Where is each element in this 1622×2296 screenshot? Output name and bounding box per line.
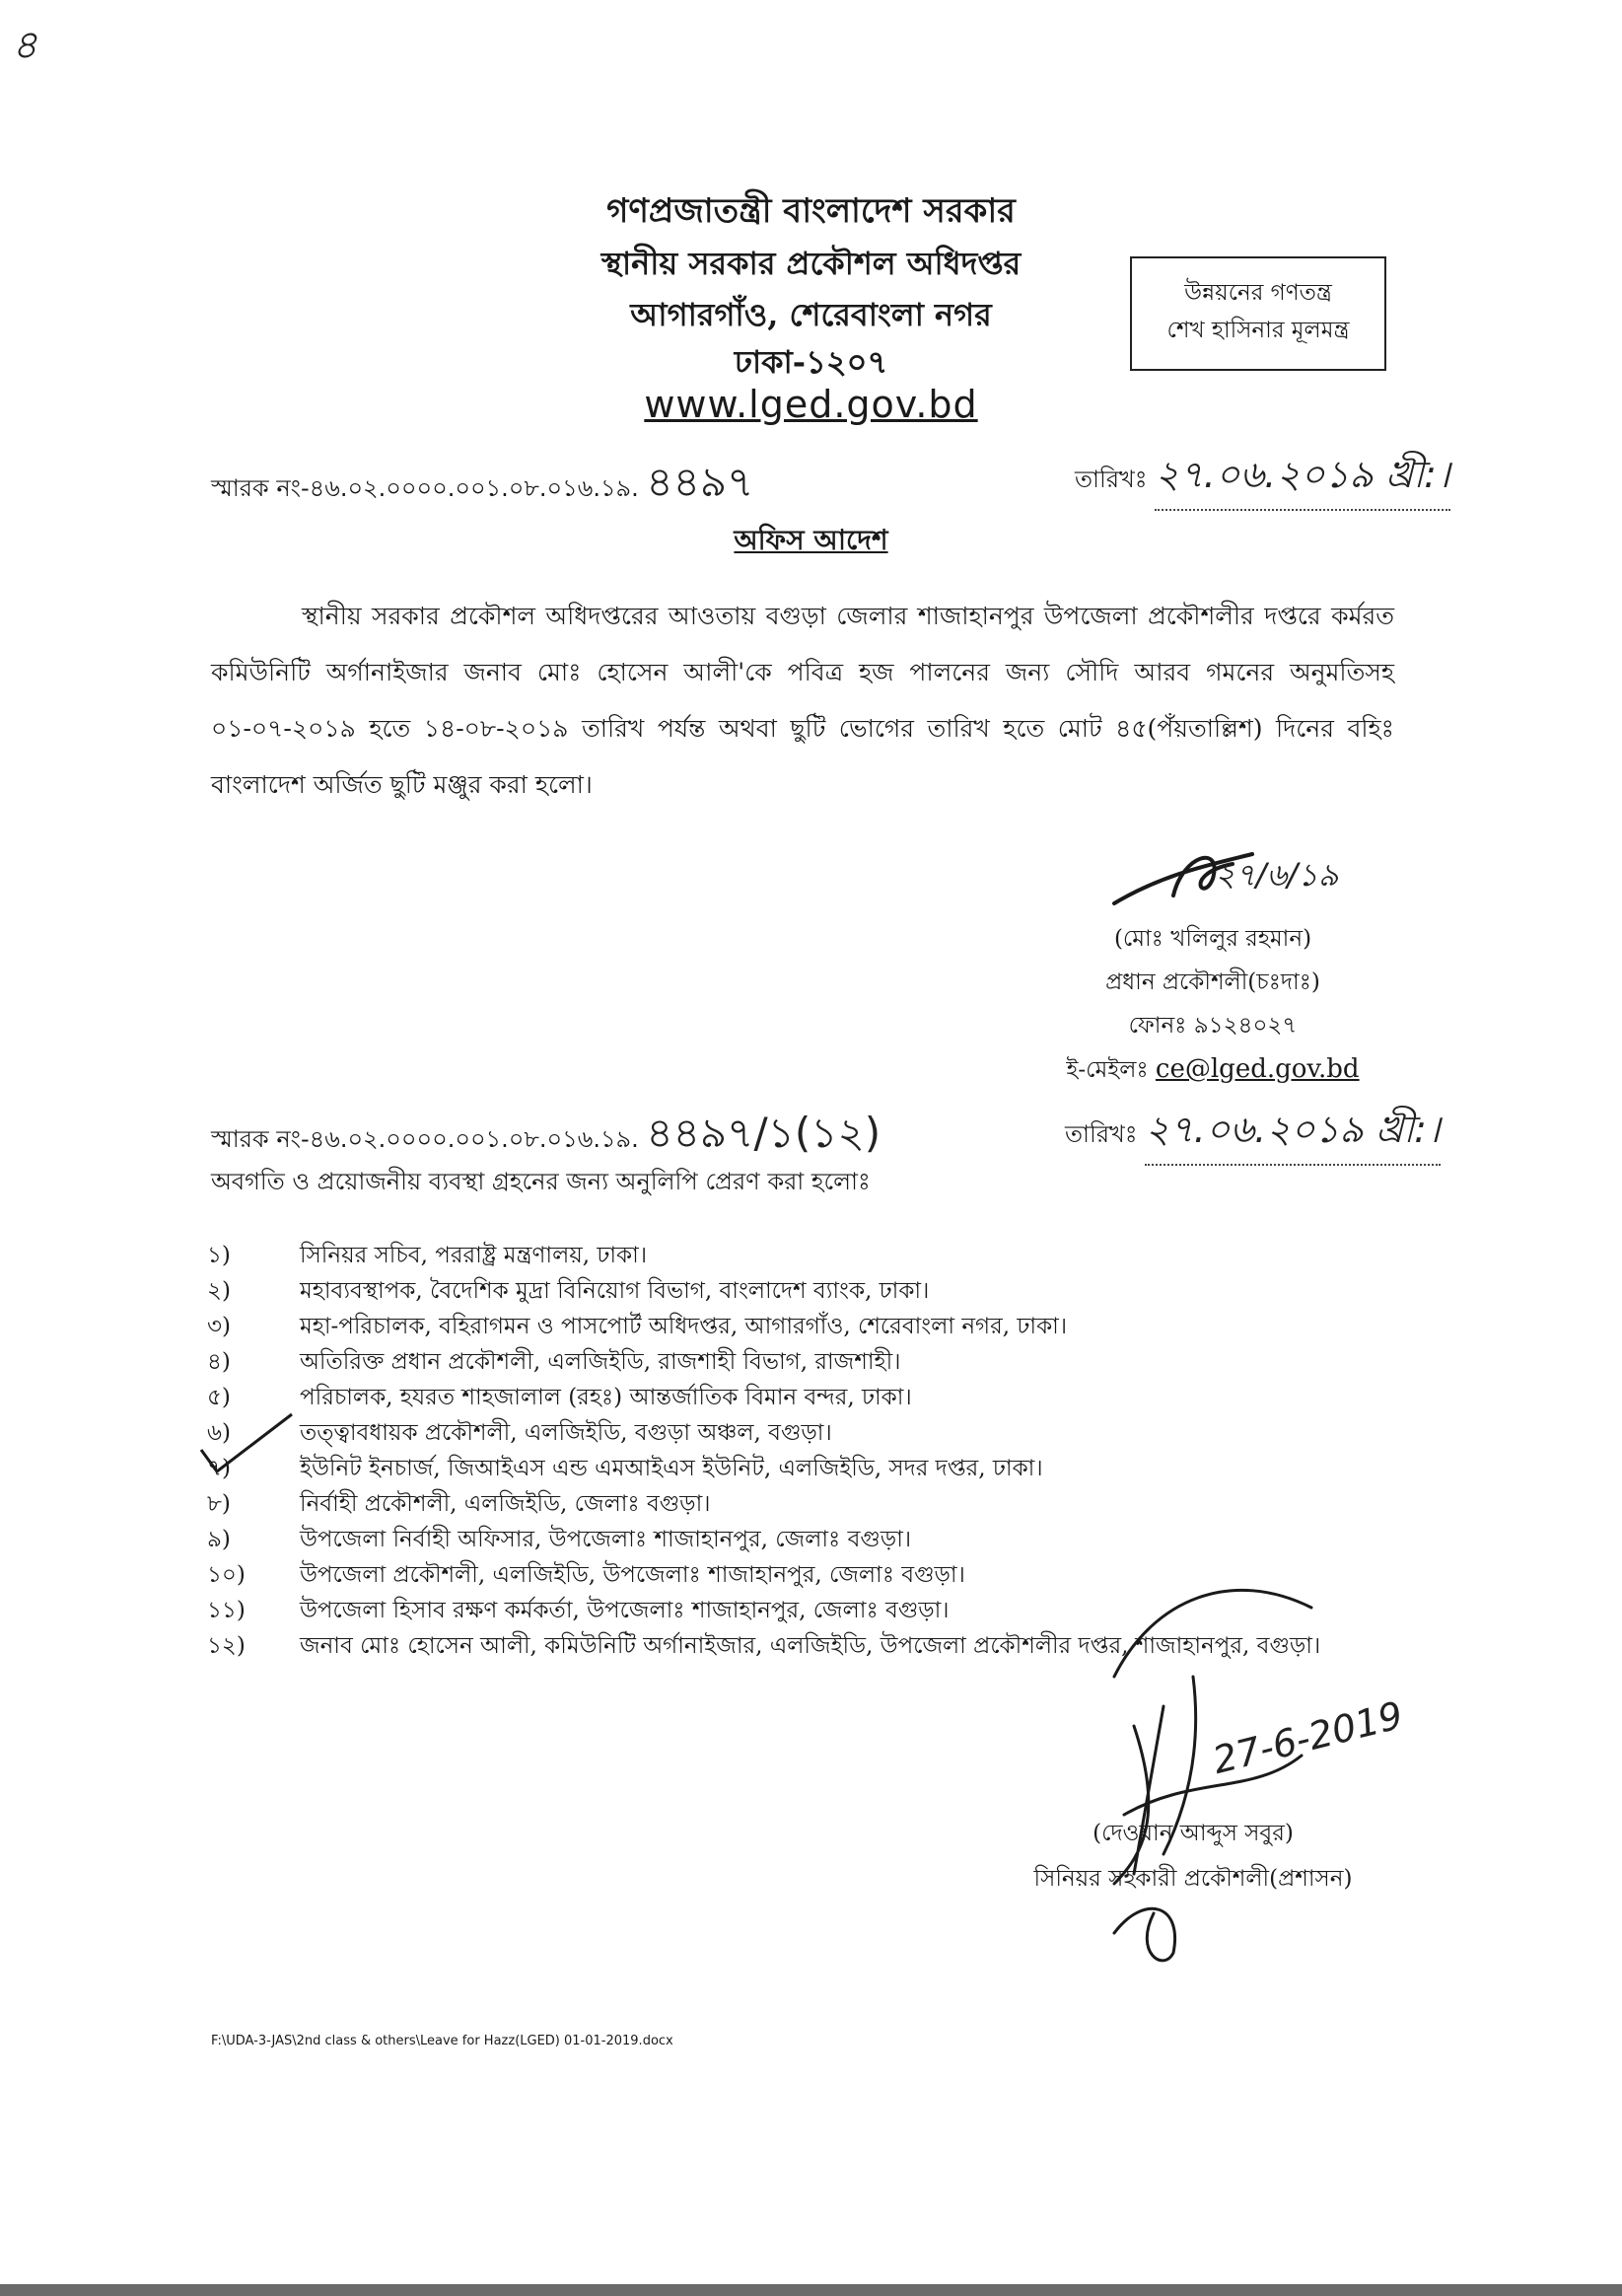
date-label: তারিখঃ bbox=[1065, 1120, 1138, 1148]
cc-item-number: ৭) bbox=[207, 1456, 231, 1481]
slogan-box bbox=[1130, 256, 1386, 371]
memo-number-label: স্মারক নং-৪৬.০২.০০০০.০০১.০৮.০১৬.১৯. bbox=[211, 1125, 639, 1153]
cc-item-number: ১) bbox=[207, 1243, 231, 1268]
header-city: ঢাকা-১২০৭ bbox=[734, 343, 888, 381]
order-body-paragraph: স্থানীয় সরকার প্রকৌশল অধিদপ্তরের আওতায় বগুড়া জেলার শাজাহানপুর উপজেলা প্রকৌশলীর দপ্তরে কর্মরত কমিউনিটি অর্গানাইজার জনাব মোঃ হোসেন আলী'কে পবিত্র হজ পালনের জন্য সৌদি আরব গমনের অনুমতিসহ ০১-০৭-২০১৯ হতে ১৪-০৮-২০১৯ তারিখ পর্যন্ত অথবা ছুটি ভোগের তারিখ হতে মোট ৪৫(পঁয়তাল্লিশ) দিনের বহিঃ বাংলাদেশ অর্জিত ছুটি মঞ্জুর করা হলো। bbox=[211, 602, 1394, 799]
signature-2-scribble bbox=[1075, 1558, 1351, 1973]
cc-item-text: তত্ত্বাবধায়ক প্রকৌশলী, এলজিইডি, বগুড়া অঞ্চল, বগুড়া। bbox=[300, 1420, 832, 1446]
signatory-2-block bbox=[986, 1811, 1400, 1901]
slogan-line-2: শেখ হাসিনার মূলমন্ত্র bbox=[1166, 318, 1350, 343]
cc-item-text: মহা-পরিচালক, বহিরাগমন ও পাসপোর্ট অধিদপ্তর, আগারগাঁও, শেরেবাংলা নগর, ঢাকা। bbox=[300, 1314, 1068, 1339]
cc-item-number: ৫) bbox=[207, 1385, 231, 1410]
header-department: স্থানীয় সরকার প্রকৌশল অধিদপ্তর bbox=[600, 245, 1022, 282]
cc-item-number: ৬) bbox=[207, 1420, 231, 1446]
signature-2-date: 27-6-2019 bbox=[1208, 1692, 1408, 1783]
cc-item-text: অতিরিক্ত প্রধান প্রকৌশলী, এলজিইডি, রাজশাহী বিভাগ, রাজশাহী। bbox=[300, 1349, 901, 1375]
cc-item-number: ৪) bbox=[207, 1349, 231, 1375]
cc-item-number: ১২) bbox=[207, 1633, 246, 1659]
memo-number-handwritten: ৪৪৯৭/১(১২) bbox=[646, 1109, 882, 1157]
cc-list-item bbox=[207, 1450, 1043, 1488]
cc-item-text: জনাব মোঃ হোসেন আলী, কমিউনিটি অর্গানাইজার, এলজিইডি, উপজেলা প্রকৌশলীর দপ্তর, শাজাহানপুর, বগুড়া। bbox=[300, 1633, 1321, 1659]
signatory-1-block bbox=[1025, 917, 1400, 1092]
scan-edge bbox=[0, 2284, 1622, 2296]
signatory-1-email-link[interactable]: ce@lged.gov.bd bbox=[1155, 1054, 1360, 1084]
cc-list-item bbox=[207, 1272, 929, 1311]
cc-list-item bbox=[207, 1414, 832, 1453]
memo-number-label: স্মারক নং-৪৬.০২.০০০০.০০১.০৮.০১৬.১৯. bbox=[211, 474, 639, 502]
memo-date-1 bbox=[1075, 446, 1450, 511]
cc-item-text: ইউনিট ইনচার্জ, জিআইএস এন্ড এমআইএস ইউনিট, এলজিইডি, সদর দপ্তর, ঢাকা। bbox=[300, 1456, 1043, 1481]
cc-intro: অবগতি ও প্রয়োজনীয় ব্যবস্থা গ্রহনের জন্য অনুলিপি প্রেরণ করা হলোঃ bbox=[211, 1168, 871, 1195]
signatory-1-phone: ফোনঃ ৯১২৪০২৭ bbox=[1128, 1013, 1298, 1039]
cc-list-item bbox=[207, 1237, 647, 1275]
signatory-1-designation: প্রধান প্রকৌশলী(চঃদাঃ) bbox=[1105, 969, 1320, 995]
cc-item-text: পরিচালক, হযরত শাহজালাল (রহঃ) আন্তর্জাতিক বিমান বন্দর, ঢাকা। bbox=[300, 1385, 912, 1410]
date-label: তারিখঃ bbox=[1075, 466, 1148, 493]
footer-file-path: F:\UDA-3-JAS\2nd class & others\Leave for Hazz(LGED) 01-01-2019.docx bbox=[211, 2034, 673, 2048]
cc-item-text: নির্বাহী প্রকৌশলী, এলজিইডি, জেলাঃ বগুড়া। bbox=[300, 1491, 711, 1517]
signatory-1-name: (মোঃ খলিলুর রহমান) bbox=[1113, 926, 1312, 952]
page-number-mark: ৪ bbox=[12, 23, 37, 68]
slogan-line-1: উন্নয়নের গণতন্ত্র bbox=[1184, 280, 1332, 306]
signatory-2-name: (দেওয়ান আব্দুস সবুর) bbox=[1093, 1821, 1294, 1846]
memo-number-1 bbox=[211, 450, 753, 520]
cc-item-number: ৩) bbox=[207, 1314, 231, 1339]
cc-list-item bbox=[207, 1485, 710, 1524]
cc-item-number: ৯) bbox=[207, 1527, 231, 1552]
check-mark-scribble bbox=[197, 1410, 296, 1479]
header-government: গণপ্রজাতন্ত্রী বাংলাদেশ সরকার bbox=[606, 191, 1016, 231]
document-title: অফিস আদেশ bbox=[734, 524, 888, 556]
memo-date-2 bbox=[1065, 1101, 1441, 1166]
date-handwritten: ২৭.০৬.২০১৯ খ্রী:। bbox=[1145, 1101, 1440, 1166]
cc-item-text: সিনিয়র সচিব, পররাষ্ট্র মন্ত্রণালয়, ঢাকা। bbox=[300, 1243, 648, 1268]
cc-list-item bbox=[207, 1343, 900, 1382]
cc-list-item bbox=[207, 1556, 965, 1595]
cc-list-item bbox=[207, 1592, 950, 1630]
memo-number-2 bbox=[211, 1101, 881, 1171]
header-website-link[interactable]: www.lged.gov.bd bbox=[644, 383, 978, 426]
cc-item-text: উপজেলা প্রকৌশলী, এলজিইডি, উপজেলাঃ শাজাহানপুর, জেলাঃ বগুড়া। bbox=[300, 1562, 965, 1588]
cc-item-number: ২) bbox=[207, 1278, 231, 1304]
signatory-1-email-row bbox=[1025, 1047, 1400, 1092]
cc-item-number: ১১) bbox=[207, 1598, 246, 1623]
signature-1-date: ২৭/৬/১৯ bbox=[1215, 856, 1339, 894]
date-handwritten: ২৭.০৬.২০১৯ খ্রী:। bbox=[1155, 446, 1449, 511]
signatory-2-designation: সিনিয়র সহকারী প্রকৌশলী(প্রশাসন) bbox=[1033, 1866, 1353, 1892]
cc-list-item bbox=[207, 1521, 911, 1559]
cc-item-text: উপজেলা নির্বাহী অফিসার, উপজেলাঃ শাজাহানপুর, জেলাঃ বগুড়া। bbox=[300, 1527, 912, 1552]
memo-number-handwritten: ৪৪৯৭ bbox=[646, 458, 754, 506]
email-label: ই-মেইলঃ bbox=[1066, 1057, 1149, 1083]
cc-list-item bbox=[207, 1379, 912, 1417]
cc-item-text: উপজেলা হিসাব রক্ষণ কর্মকর্তা, উপজেলাঃ শাজাহানপুর, জেলাঃ বগুড়া। bbox=[300, 1598, 950, 1623]
cc-item-text: মহাব্যবস্থাপক, বৈদেশিক মুদ্রা বিনিয়োগ বিভাগ, বাংলাদেশ ব্যাংক, ঢাকা। bbox=[300, 1278, 930, 1304]
cc-item-number: ১০) bbox=[207, 1562, 246, 1588]
header-address: আগারগাঁও, শেরেবাংলা নগর bbox=[630, 296, 992, 333]
cc-list-item bbox=[207, 1308, 1067, 1346]
cc-item-number: ৮) bbox=[207, 1491, 231, 1517]
